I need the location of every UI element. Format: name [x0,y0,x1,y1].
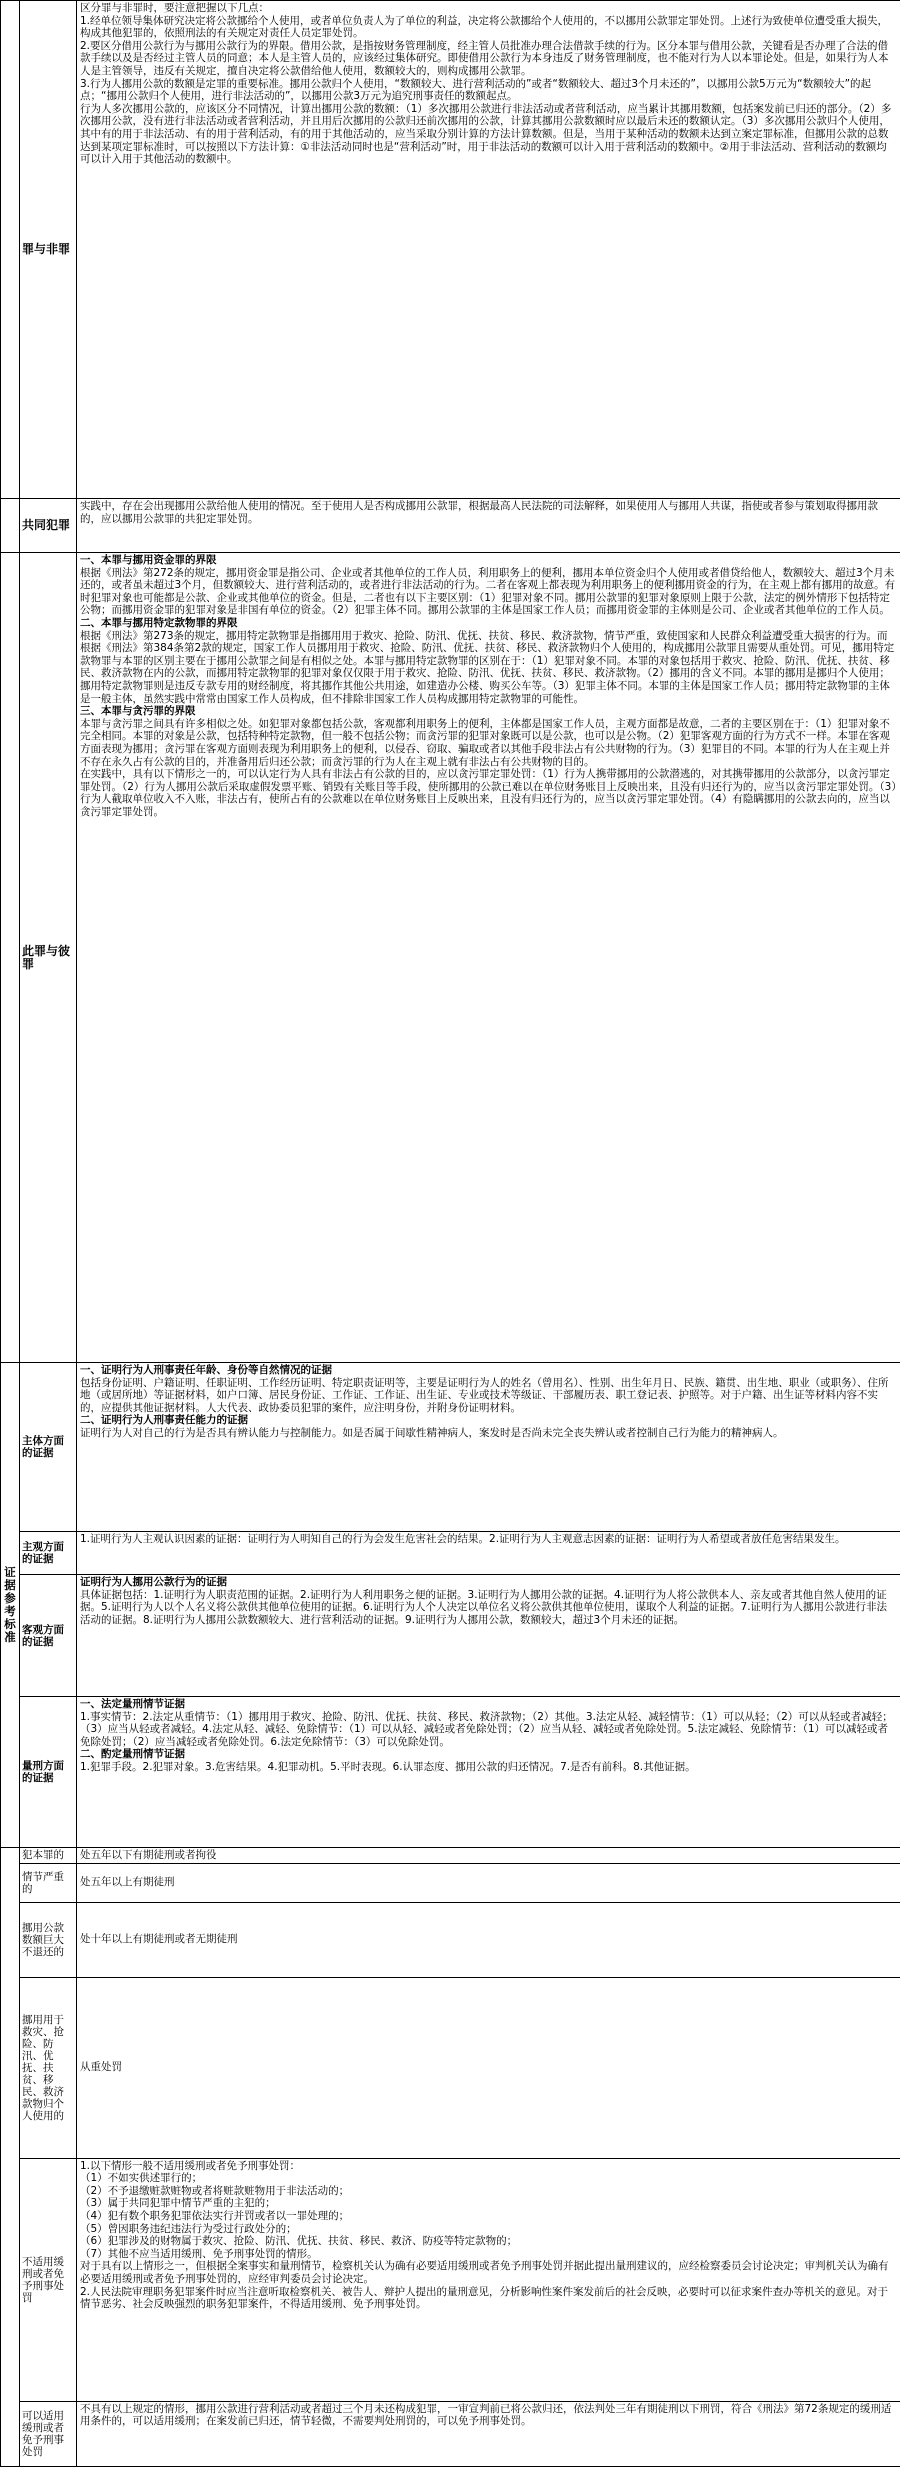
label-evidence-subjective: 主观方面的证据 [20,1532,77,1575]
outer-cell-blank [1,1,20,499]
label-zuiyufeizui: 罪与非罪 [20,1,77,499]
row-penalty-2 [1,1902,900,1977]
label-suspended: 可以适用缓刑或者免予刑事处罚 [20,2401,77,2466]
outer-cell-blank [1,553,20,1363]
row-penalty-suspended [1,2401,900,2466]
label-not-suspended: 不适用缓刑或者免予刑事处罚 [20,2158,77,2401]
ciyubizui-part1: 一、本罪与挪用资金罪的界限 根据《刑法》第272条的规定，挪用资金罪是指公司、企业或者其他单位的工作人员，利用职务上的便利，挪用本单位资金归个人使用或者借贷给他人，数额较大、超过3个月未还的，或者虽未超过3个月，但数额较大、进行营利活动的，或者进行非法活动的行为。二者在客观上都表现为利用职务上的便利挪用资金的行为，在主观上都有挪用的故意。有时犯罪对象也可能都是公款、企业或其他单位的资金。但是，二者也有以下主要区别：（1）犯罪对象不同。挪用公款罪的犯罪对象原则上限于公款，法定的例外情形下包括特定公物；而挪用资金罪的犯罪对象是非国有单位的资金。（2）犯罪主体不同。挪用公款罪的主体是国家工作人员；而挪用资金罪的主体则是公司、企业或者其他单位的工作人员。 [80,554,896,617]
row-evidence-subject [1,1363,900,1532]
text-evidence-subjective: 1.证明行为人主观认识因素的证据：证明行为人明知自己的行为会发生危害社会的结果。2.证明行为人主观意志因素的证据：证明行为人希望或者放任危害结果发生。 [77,1532,900,1575]
outer-cell-blank [1,499,20,553]
label-evidence-objective: 客观方面的证据 [20,1575,77,1697]
label-penalty-basic: 犯本罪的 [20,1848,77,1864]
text-gongtongfanzui: 实践中，存在会出现挪用公款给他人使用的情况。至于使用人是否构成挪用公款罪，根据最高人民法院的司法解释，如果使用人与挪用人共谋，指使或者参与策划取得挪用款的，应以挪用公款罪的共犯定罪处罚。 [77,499,900,553]
section-heading: 三、本罪与贪污罪的界限 [80,705,196,718]
label-evidence-subject: 主体方面的证据 [20,1363,77,1532]
row-ciyubizui [1,553,900,1363]
label-evidence-sentencing: 量刑方面的证据 [20,1697,77,1848]
section-heading: 一、证明行为人刑事责任年龄、身份等自然情况的证据 [80,1364,332,1376]
label-penalty-huge: 挪用公款数额巨大不退还的 [20,1902,77,1977]
text-ciyubizui [77,553,900,1363]
text-penalty-serious: 处五年以上有期徒刑 [77,1863,900,1902]
section-heading: 证明行为人挪用公款行为的证据 [80,1576,227,1588]
row-penalty-0 [1,1848,900,1864]
outer-cell-blank [1,1848,20,2467]
section-heading: 二、证明行为人刑事责任能力的证据 [80,1414,248,1427]
row-zuiyufeizui [1,1,900,499]
row-gongtongfanzui [1,499,900,553]
ciyubizui-part2: 二、本罪与挪用特定款物罪的界限 根据《刑法》第273条的规定，挪用特定款物罪是指挪用用于救灾、抢险、防汛、优抚、扶贫、移民、救济款物，情节严重，致使国家和人民群众利益遭受重大损害的行为。而根据《刑法》第384条第2款的规定，国家工作人员挪用用于救灾、抢险、防汛、优抚、扶贫、移民、救济款物归个人使用的，构成挪用公款罪且需要从重处罚。可见，挪用特定款物罪与本罪的区别主要在于挪用公款罪之间是有相似之处。本罪与挪用特定款物罪的区别在于：（1）犯罪对象不同。本罪的对象包括用于救灾、抢险、防汛、优抚、扶贫、移民、救济款物在内的公款，而挪用特定款物罪的犯罪对象仅仅限于用于救灾、抢险、防汛、优抚、扶贫、移民、救济款物。（2）挪用的含义不同。本罪的挪用是挪归个人使用；挪用特定款物罪则是违反专款专用的财经制度，将其挪作其他公共用途，如建造办公楼、购买公车等。（3）犯罪主体不同。本罪的主体是国家工作人员；挪用特定款物罪的主体是一般主体，虽然实践中常常由国家工作人员构成，但不排除非国家工作人员构成挪用特定款物罪的可能性。 [80,616,895,705]
text-penalty-huge: 处十年以上有期徒刑或者无期徒刑 [77,1902,900,1977]
ciyubizui-part3: 三、本罪与贪污罪的界限 本罪与贪污罪之间具有许多相似之处。如犯罪对象都包括公款，客观都利用职务上的便利，主体都是国家工作人员，主观方面都是故意，二者的主要区别在于：（1）犯罪对象不完全相同。本罪的对象是公款，包括特种特定款物，但一般不包括公物；而贪污罪的犯罪对象既可以是公款，也可以是公物。（2）犯罪客观方面的行为方式不一样。本罪在客观方面表现为挪用；贪污罪在客观方面则表现为利用职务上的便利，以侵吞、窃取、骗取或者以其他手段非法占有公共财物的行为。（3）犯罪目的不同。本罪的行为人在主观上并不存在永久占有公款的目的，并准备用后归还公款；而贪污罪的行为人在主观上就有非法占有公共财物的目的。 在实践中，具有以下情形之一的，可以认定行为人具有非法占有公款的目的，应以贪污罪定罪处罚：（1）行为人携带挪用的公款潜逃的，对其携带挪用的公款部分，以贪污罪定罪处罚。（2）行为人挪用公款后采取虚假发票平账、销毁有关账目等手段，使所挪用的公款已难以在单位财务账目上反映出来，且没有归还行为的，应当以贪污罪定罪处罚。（3）行为人截取单位收入不入账，非法占有，使所占有的公款难以在单位财务账目上反映出来，且没有归还行为的，应当以贪污罪定罪处罚。（4）有隐瞒挪用的公款去向的，应当以贪污罪定罪处罚。 [80,705,897,818]
text-not-suspended: 1.以下情形一般不适用缓刑或者免予刑事处罚： （1）不如实供述罪行的； （2）不予退缴赃款赃物或者将赃款赃物用于非法活动的； （3）属于共同犯罪中情节严重的主犯的； （4）犯有数个职务犯罪依法实行并罚或者以一罪处理的； （5）曾因职务违纪违法行为受过行政处分的； （6）犯罪涉及的财物属于救灾、抢险、防汛、优抚、扶贫、移民、救济、防疫等特定款物的； （7）其他不应当适用缓刑、免予刑事处罚的情形。 对于具有以上情形之一，但根据全案事实和量刑情节，检察机关认为确有必要适用缓刑或者免予刑事处罚并据此提出量刑建议的，应经检察委员会讨论决定；审判机关认为确有必要适用缓刑或者免予刑事处罚的，应经审判委员会讨论决定。 2.人民法院审理职务犯罪案件时应当注意听取检察机关、被告人、辩护人提出的量刑意见，分析影响性案件案发前后的社会反映，必要时可以征求案件查办等机关的意见。对于情节恶劣、社会反映强烈的职务犯罪案件，不得适用缓刑、免予刑事处罚。 [77,2158,900,2401]
section-heading: 二、酌定量刑情节证据 [80,1748,185,1761]
evidence-sentencing-part2: 二、酌定量刑情节证据 1.犯罪手段。2.犯罪对象。3.危害结果。4.犯罪动机。5.平时表现。6.认罪态度、挪用公款的归还情况。7.是否有前科。8.其他证据。 [80,1748,696,1773]
text-suspended: 不具有以上规定的情形，挪用公款进行营利活动或者超过三个月未还构成犯罪，一审宣判前已将公款归还，依法判处三年有期徒刑以下刑罚，符合《刑法》第72条规定的缓刑适用条件的，可以适用缓刑；在案发前已归还，情节轻微，不需要判处刑罚的，可以免予刑事处罚。 [77,2401,900,2466]
text-evidence-subject [77,1363,900,1532]
row-penalty-3 [1,1977,900,2158]
section-heading: 二、本罪与挪用特定款物罪的界限 [80,616,238,629]
section-heading: 一、本罪与挪用资金罪的界限 [80,554,217,566]
label-gongtongfanzui: 共同犯罪 [20,499,77,553]
row-penalty-not-suspended [1,2158,900,2401]
row-penalty-1 [1,1863,900,1902]
text-penalty-basic: 处五年以下有期徒刑或者拘役 [77,1848,900,1864]
evidence-subject-part2: 二、证明行为人刑事责任能力的证据 证明行为人对自己的行为是否具有辨认能力与控制能力。如是否属于间歇性精神病人，案发时是否尚未完全丧失辨认或者控制自己行为能力的精神病人。 [80,1414,784,1439]
text-zuiyufeizui: 区分罪与非罪时，要注意把握以下几点： 1.经单位领导集体研究决定将公款挪给个人使用，或者单位负责人为了单位的利益，决定将公款挪给个人使用的，不以挪用公款罪定罪处罚。上述行为致使单位遭受重大损失，构成其他犯罪的，依照刑法的有关规定对责任人员定罪处罚。 2.要区分借用公款行为与挪用公款行为的界限。借用公款，是指按财务管理制度，经主管人员批准办理合法借款手续的行为。区分本罪与借用公款，关键看是否办理了合法的借款手续以及是否经过主管人员的同意；本人是主管人员的，应该经过集体研究。即使借用公款行为本身违反了财务管理制度，也不能对行为人以本罪论处。但是，如果行为人本人是主管领导，违反有关规定，擅自决定将公款借给他人使用，数额较大的，则构成挪用公款罪。 3.行为人挪用公款的数额是定罪的重要标准。挪用公款归个人使用，“数额较大、进行营利活动的”或者“数额较大、超过3个月未还的”，以挪用公款5万元为“数额较大”的起点；“挪用公款归个人使用，进行非法活动的”，以挪用公款3万元为追究刑事责任的数额起点。 行为人多次挪用公款的，应该区分不同情况，计算出挪用公款的数额：（1）多次挪用公款进行非法活动或者营利活动，应当累计其挪用数额，包括案发前已归还的部分。（2）多次挪用公款，没有进行非法活动或者营利活动，并且用后次挪用的公款归还前次挪用的公款，计算其挪用公款数额时应以最后未还的数额认定。（3）多次挪用公款归个人使用，其中有的用于非法活动、有的用于营利活动，有的用于其他活动的，应当采取分别计算的方法计算数额。但是，当用于某种活动的数额未达到立案定罪标准，但挪用公款的总数达到某项定罪标准时，可以按照以下方法计算：①非法活动同时也是“营利活动”时，用于非法活动的数额可以计入用于营利活动的数额中。②用于非法活动、营利活动的数额均可以计入用于其他活动的数额中。 [77,1,900,499]
label-evidence-standard: 证据参考标准 [1,1363,20,1848]
label-penalty-special-funds: 挪用用于救灾、抢险、防汛、优抚、扶贫、移民、救济款物归个人使用的 [20,1977,77,2158]
row-evidence-sentencing [1,1697,900,1848]
evidence-subject-part1: 一、证明行为人刑事责任年龄、身份等自然情况的证据 包括身份证明、户籍证明、任职证明、工作经历证明、特定职责证明等，主要是证明行为人的姓名（曾用名）、性别、出生年月日、民族、籍贯、出生地、职业（或职务）、住所地（或居所地）等证据材料，如户口簿、居民身份证、工作证、工作证、出生证、专业或技术等级证、干部履历表、职工登记表、护照等。对于户籍、出生证等材料内容不实的，应提供其他证据材料。人大代表、政协委员犯罪的案件，应注明身份，并附身份证明材料。 [80,1364,889,1414]
label-ciyubizui: 此罪与彼罪 [20,553,77,1363]
label-penalty-serious: 情节严重的 [20,1863,77,1902]
row-evidence-subjective [1,1532,900,1575]
text-penalty-special-funds: 从重处罚 [77,1977,900,2158]
text-evidence-objective: 证明行为人挪用公款行为的证据 具体证据包括：1.证明行为人职责范围的证据。2.证明行为人利用职务之便的证据。3.证明行为人挪用公款的证据。4.证明行为人将公款供本人、亲友或者其他自然人使用的证据。5.证明行为人以个人名义将公款供其他单位使用的证据。6.证明行为人个人决定以单位名义将公款供其他单位使用，谋取个人利益的证据。7.证明行为人挪用公款进行非法活动的证据。8.证明行为人挪用公款数额较大、进行营利活动的证据。9.证明行为人挪用公款，数额较大，超过3个月未还的证据。 [77,1575,900,1697]
row-evidence-objective [1,1575,900,1697]
section-heading: 一、法定量刑情节证据 [80,1698,185,1710]
text-evidence-sentencing [77,1697,900,1848]
evidence-sentencing-part1: 一、法定量刑情节证据 1.事实情节：2.法定从重情节：（1）挪用用于救灾、抢险、防汛、优抚、扶贫、移民、救济款物；（2）其他。3.法定从轻、减轻情节：（1）可以从轻；（2）可以从轻或者减轻；（3）应当从轻或者减轻。4.法定从轻、减轻、免除情节：（1）可以从轻、减轻或者免除处罚；（2）应当从轻、减轻或者免除处罚。5.法定减轻、免除情节：（1）可以减轻或者免除处罚；（2）应当减轻或者免除处罚。6.法定免除情节：（3）可以免除处罚。 [80,1698,893,1748]
